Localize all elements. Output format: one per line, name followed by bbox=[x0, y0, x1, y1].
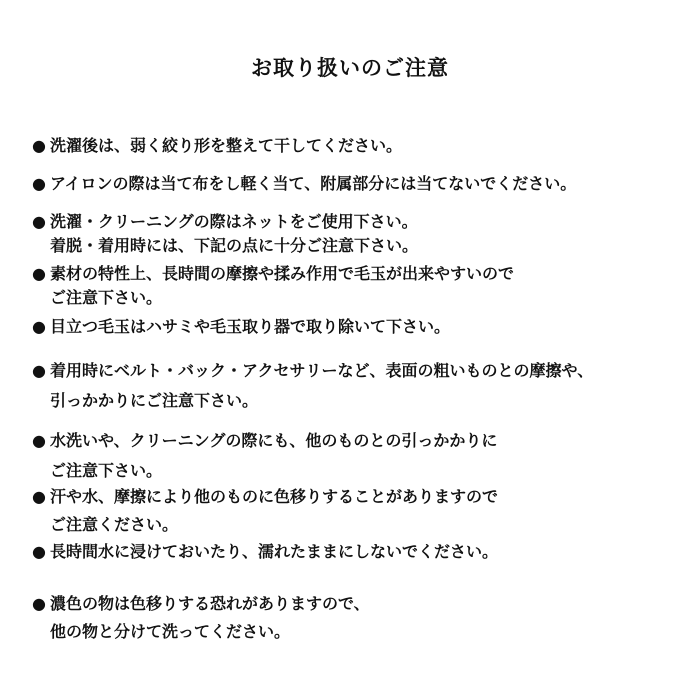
notice-line: 洗濯後は、弱く絞り形を整えて干してください。 bbox=[50, 136, 403, 155]
notice-line: 長時間水に浸けておいたり、濡れたままにしないでください。 bbox=[50, 542, 499, 561]
notice-line: 素材の特性上、長時間の摩擦や揉み作用で毛玉が出来やすいので bbox=[50, 264, 515, 283]
bullet-icon: ● bbox=[32, 136, 46, 155]
page-title: お取り扱いのご注意 bbox=[251, 56, 449, 80]
notice-item bbox=[32, 172, 682, 196]
notice-line: 濃色の物は色移りする恐れがありますので、 bbox=[50, 594, 370, 613]
notice-item bbox=[32, 426, 682, 486]
notice-item bbox=[32, 210, 682, 258]
notice-line: ご注意下さい。 bbox=[50, 461, 163, 480]
bullet-icon: ● bbox=[32, 542, 46, 561]
notice-line: ご注意ください。 bbox=[50, 515, 179, 534]
notice-item bbox=[32, 356, 682, 416]
notice-line: 他の物と分けて洗ってください。 bbox=[50, 622, 291, 641]
notice-line: ご注意下さい。 bbox=[50, 288, 163, 307]
notice-item bbox=[32, 590, 682, 646]
notice-item bbox=[32, 540, 682, 564]
notice-line: 着用時にベルト・バック・アクセサリーなど、表面の粗いものとの摩擦や、 bbox=[50, 361, 594, 380]
notice-line: 目立つ毛玉はハサミや毛玉取り器で取り除いて下さい。 bbox=[50, 317, 451, 336]
bullet-icon: ● bbox=[32, 594, 46, 613]
notice-line: アイロンの際は当て布をし軽く当て、附属部分には当てないでください。 bbox=[50, 174, 577, 193]
notice-line: 洗濯・クリーニングの際はネットをご使用下さい。 bbox=[50, 212, 418, 231]
notice-item bbox=[32, 134, 682, 158]
notice-line: 着脱・着用時には、下記の点に十分ご注意下さい。 bbox=[50, 236, 419, 255]
bullet-icon: ● bbox=[32, 212, 46, 231]
notice-item bbox=[32, 483, 682, 539]
notice-line: 汗や水、摩擦により他のものに色移りすることがありますので bbox=[50, 487, 499, 506]
notice-line: 水洗いや、クリーニングの際にも、他のものとの引っかかりに bbox=[50, 431, 498, 450]
bullet-icon: ● bbox=[32, 487, 46, 506]
bullet-icon: ● bbox=[32, 361, 46, 380]
notice-item bbox=[32, 262, 682, 310]
notice-item bbox=[32, 315, 682, 339]
bullet-icon: ● bbox=[32, 174, 46, 193]
bullet-icon: ● bbox=[32, 264, 46, 283]
bullet-icon: ● bbox=[32, 317, 46, 336]
notice-line: 引っかかりにご注意下さい。 bbox=[50, 391, 259, 410]
bullet-icon: ● bbox=[32, 431, 46, 450]
